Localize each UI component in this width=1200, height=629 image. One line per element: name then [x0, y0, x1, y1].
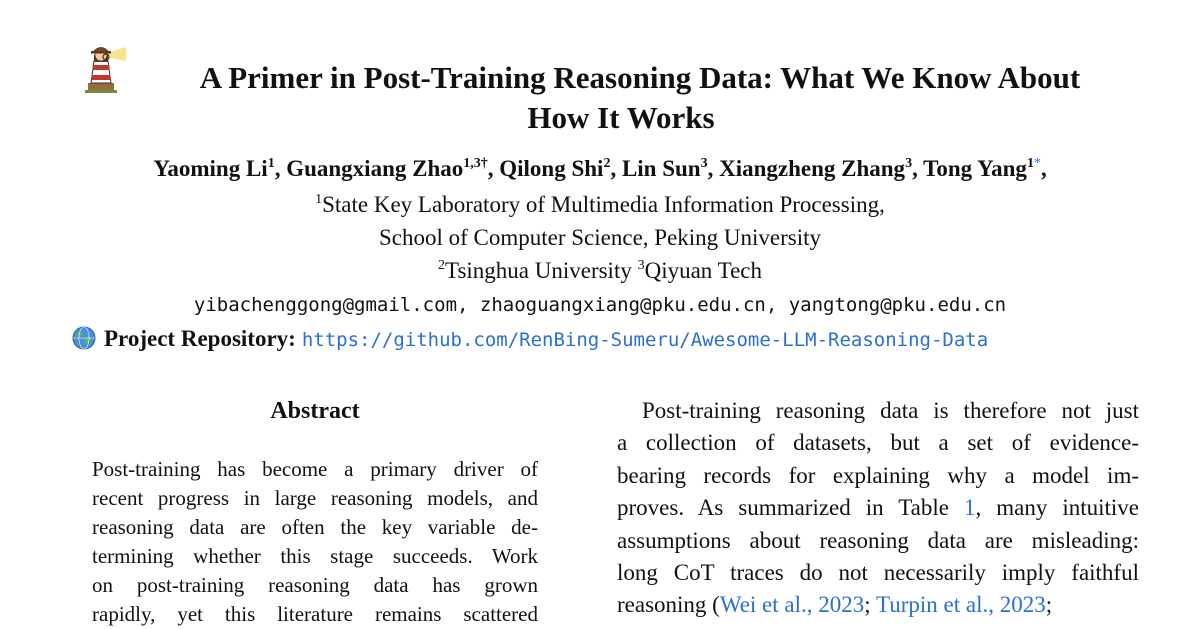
citation-link[interactable]: Wei et al., 2023: [719, 592, 865, 618]
intro-line: assumptions about reasoning data are misleading:: [617, 527, 1139, 553]
intro-line: Post-training reasoning data is therefore not just: [642, 398, 1139, 423]
citation-link[interactable]: Turpin et al., 2023: [875, 592, 1046, 618]
author-separator: ,: [1040, 156, 1047, 181]
author-emails: yibachenggong@gmail.com, zhaoguangxiang@pku.edu.cn, yangtong@pku.edu.cn: [193, 294, 1007, 316]
project-repository: [72, 324, 988, 354]
author-affiliation-mark: 1,3†: [463, 156, 488, 171]
affiliation-mark: 2: [438, 258, 445, 273]
intro-line: reasoning (Wei et al., 2023; Turpin et al., 2023;: [617, 592, 1053, 618]
author-affiliation-mark: 2: [603, 156, 611, 171]
citation-year: 2023: [818, 592, 865, 618]
author-separator: ,: [707, 156, 720, 181]
affiliation-line-2: [0, 223, 1200, 253]
title-line-1: A Primer in Post-Training Reasoning Data: What We Know About: [199, 60, 1081, 95]
intro-line: [617, 492, 1139, 524]
citation-year: 2023: [999, 592, 1046, 618]
author-affiliation-mark: 1: [267, 156, 275, 171]
author-name: Qilong Shi: [499, 156, 604, 181]
abstract-line: reasoning data are often the key variable de-: [92, 515, 538, 539]
abstract-heading: Abstract: [270, 398, 360, 424]
author-name: Guangxiang Zhao: [286, 156, 464, 181]
intro-line: bearing records for explaining why a model im-: [617, 462, 1139, 488]
author-separator: ,: [274, 156, 287, 181]
intro-line: long CoT traces do not necessarily imply faithful: [617, 560, 1139, 586]
citation-authors: Wei et al.: [719, 592, 807, 618]
table-reference-link[interactable]: 1: [963, 495, 976, 521]
repository-label: Project Repository:: [104, 326, 296, 351]
corresponding-author-mark[interactable]: *: [1033, 156, 1041, 171]
abstract-line: rapidly, yet this literature remains scattered: [92, 602, 538, 626]
author-separator: ,: [912, 156, 924, 181]
affiliation-text: Tsinghua University: [445, 258, 638, 283]
paper-title: [80, 58, 1162, 138]
abstract-line: recent progress in large reasoning models, and: [92, 486, 538, 510]
abstract-line: Post-training has become a primary driver of: [92, 457, 538, 481]
affiliation-line-1: [0, 190, 1200, 220]
introduction-text: [617, 395, 1139, 622]
author-affiliation-mark: [1027, 156, 1041, 171]
abstract-body: [92, 455, 538, 629]
abstract-line: termining whether this stage succeeds. Work: [92, 544, 538, 568]
affiliation-mark: 1: [315, 192, 323, 207]
intro-text: reasoning (: [617, 592, 720, 618]
author-affiliation-number: 1: [1026, 156, 1034, 171]
intro-text: proves. As summarized in Table: [617, 495, 964, 521]
citation-authors: Turpin et al.: [875, 592, 989, 618]
author-name: Lin Sun: [621, 156, 701, 181]
repository-link[interactable]: https://github.com/RenBing-Sumeru/Awesome-LLM-Reasoning-Data: [301, 329, 989, 351]
affiliation-text: State Key Laboratory of Multimedia Information Processing,: [322, 192, 885, 217]
author-affiliation-mark: 3: [905, 156, 913, 171]
affiliation-text: Qiyuan Tech: [644, 258, 762, 283]
intro-line: a collection of datasets, but a set of evidence-: [617, 430, 1139, 456]
author-name: Xiangzheng Zhang: [719, 156, 906, 181]
author-separator: ,: [610, 156, 622, 181]
author-name: Tong Yang: [923, 156, 1027, 181]
author-separator: ,: [487, 156, 500, 181]
abstract-line: on post-training reasoning data has grown: [92, 573, 538, 597]
affiliation-line-3: [0, 256, 1200, 286]
author-affiliation-mark: 3: [700, 156, 708, 171]
globe-icon: [72, 326, 96, 350]
affiliation-text: School of Computer Science, Peking University: [378, 225, 822, 250]
intro-text: , many intuitive: [975, 495, 1139, 521]
author-list: [0, 154, 1200, 184]
title-line-2: How It Works: [527, 100, 715, 135]
affiliation-mark: 3: [637, 258, 645, 273]
author-name: Yaoming Li: [153, 156, 268, 181]
